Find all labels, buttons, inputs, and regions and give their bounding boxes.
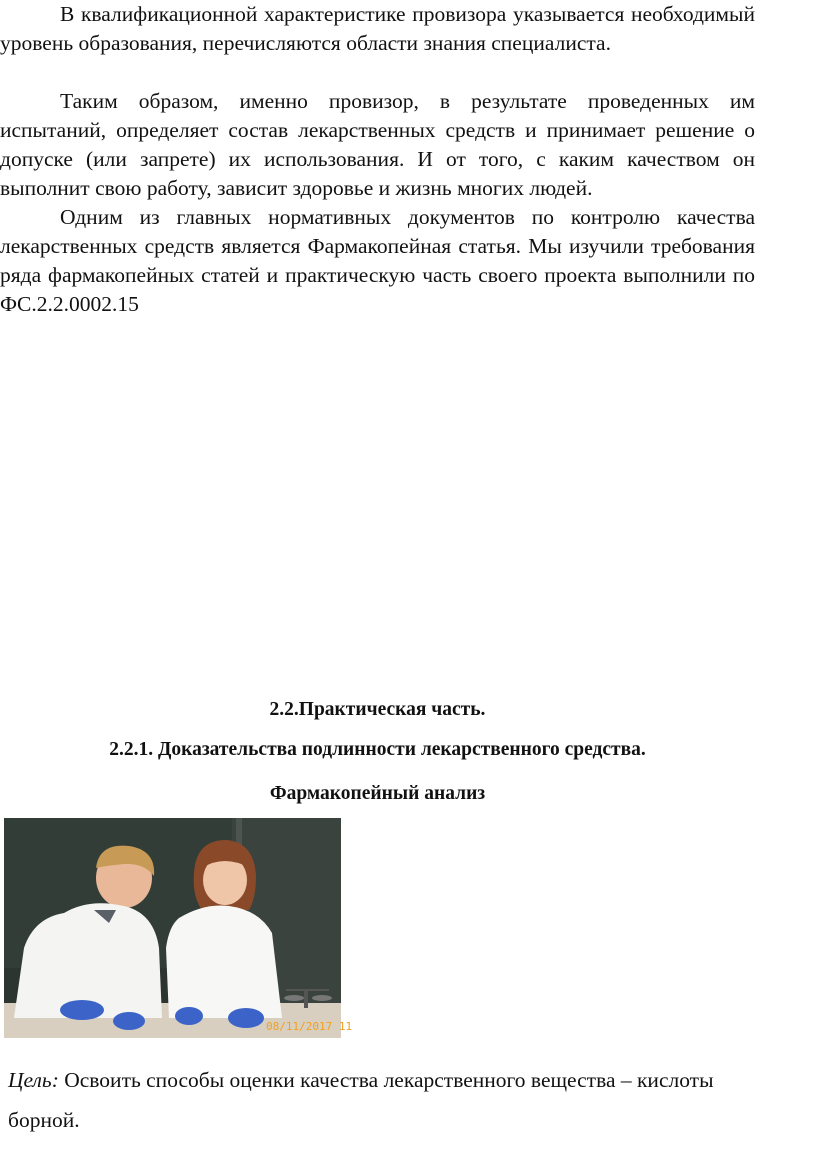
goal-text: Освоить способы оценки качества лекарственного вещества – кислоты борной. — [8, 1068, 714, 1132]
paragraph-qualification: В квалификационной характеристике провизора указывается необходимый уровень образования, перечисляются области знания специалиста. — [0, 2, 755, 55]
goal-statement — [8, 1060, 778, 1140]
analysis-heading: Фармакопейный анализ — [269, 783, 486, 804]
goal-label: Цель: — [8, 1068, 59, 1092]
photo-date-stamp: 08/11/2017 11 — [266, 1020, 353, 1033]
paragraph-pharmacist-role: Таким образом, именно провизор, в результате проведенных им испытаний, определяет состав лекарственных средств и принимает решение о допуске (или запрете) их использования. И от того, с каким качеством он выполнит свою работу, зависит здоровье и жизнь многих людей. — [0, 89, 755, 200]
subsection-number: 2.2.1 — [109, 739, 149, 760]
lab-photo-illustration — [4, 818, 353, 1038]
lab-photo — [4, 818, 353, 1038]
subsection-heading — [0, 737, 755, 763]
section-heading: 2.2.Практическая часть. — [269, 699, 486, 720]
subsection-title: . Доказательства подлинности лекарственного средства. — [148, 739, 646, 760]
paragraph-pharmacopoeia: Одним из главных нормативных документов по контролю качества лекарственных средств является Фармакопейная статья. Мы изучили требования ряда фармакопейных статей и практическую часть своего проекта выполнили по ФС.2.2.0002.15 — [0, 205, 755, 316]
